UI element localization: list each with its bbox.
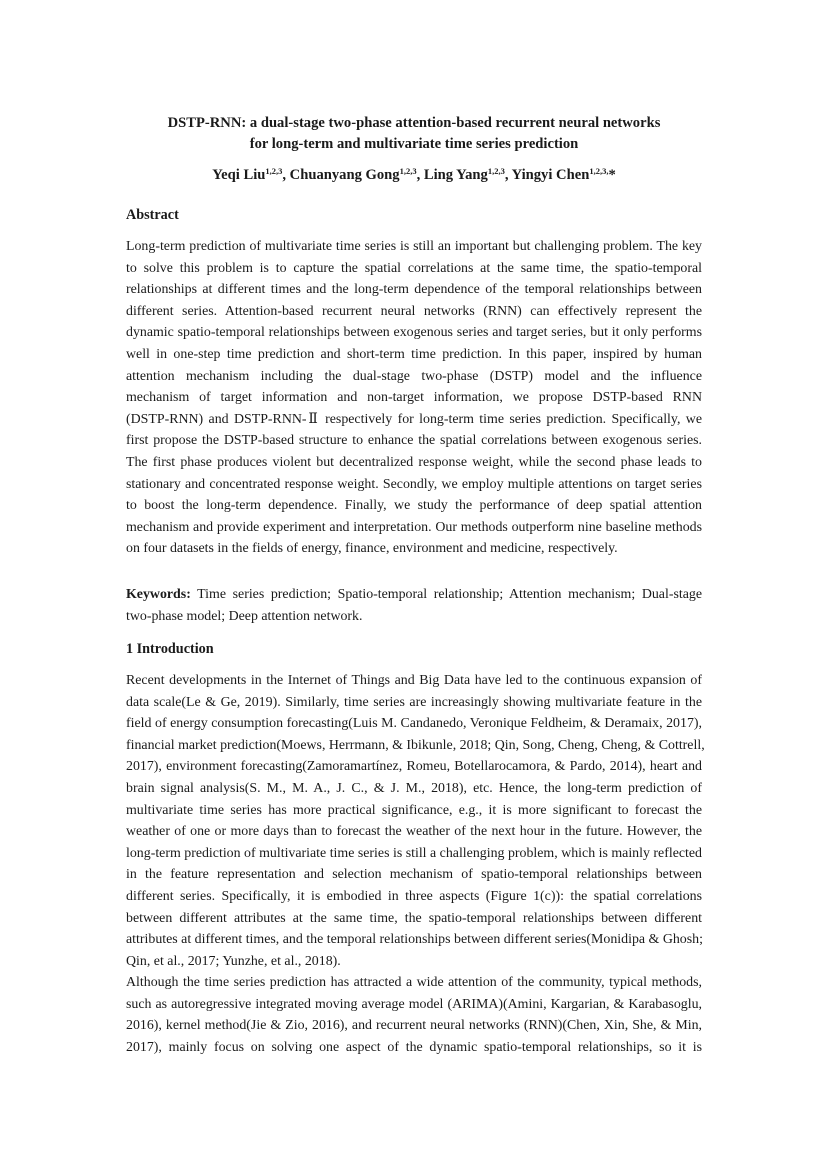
author-affiliation: 1,2,3, <box>589 166 609 176</box>
text-line: relationships at different times and the long-term dependence of the temporal relationships between <box>126 282 702 298</box>
text-line: Recent developments in the Internet of Things and Big Data have led to the continuous expansion of <box>126 673 702 688</box>
author-list <box>0 166 828 184</box>
text-line: dynamic spatio-temporal relationships between exogenous series and target series, but it only performs <box>126 325 702 341</box>
keywords-block <box>126 584 702 627</box>
text-line: attention mechanism including the dual-stage two-phase (DSTP) model and the influence <box>126 368 702 384</box>
text-line: (DSTP-RNN) and DSTP-RNN-Ⅱ respectively for long-term time series prediction. Specifically, we <box>126 411 702 427</box>
text-line: data scale(Le & Ge, 2019). Similarly, time series are increasingly showing multivariate feature in the <box>126 694 702 710</box>
text-line: in the feature representation and selection mechanism of spatio-temporal relationships between <box>126 867 702 883</box>
author-name: Yeqi Liu <box>212 167 266 183</box>
corresponding-author-mark: * <box>608 167 616 183</box>
author-separator: , <box>416 167 424 183</box>
text-line: Long-term prediction of multivariate time series is still an important but challenging problem. The key <box>126 239 702 254</box>
text-line: financial market prediction(Moews, Herrmann, & Ibikunle, 2018; Qin, Song, Cheng, Cheng, & Cottrell, <box>126 737 705 753</box>
abstract-body <box>126 236 702 560</box>
text-line: first propose the DSTP-based structure to enhance the spatial correlations between exogenous series. <box>126 433 702 449</box>
abstract-heading: Abstract <box>126 207 179 223</box>
text-line: Qin, et al., 2017; Yunzhe, et al., 2018). <box>126 953 341 969</box>
text-line: mechanism and provide experiment and interpretation. Our methods outperform nine baseline methods <box>126 519 702 535</box>
text-line: The first phase produces violent but decentralized response weight, while the second phase leads to <box>126 454 702 470</box>
text-line: well in one-step time prediction and short-term time prediction. In this paper, inspired by human <box>126 346 702 362</box>
text-line: such as autoregressive integrated moving average model (ARIMA)(Amini, Kargarian, & Karabasoglu, <box>126 996 702 1012</box>
author-affiliation: 1,2,3 <box>265 166 283 176</box>
text-line: to solve this problem is to capture the spatial correlations at the same time, the spatio-temporal <box>126 260 702 276</box>
author-separator: , <box>504 167 512 183</box>
text-line: Although the time series prediction has attracted a wide attention of the community, typical methods, <box>126 975 702 990</box>
text-line: on four datasets in the fields of energy, finance, environment and medicine, respectively. <box>126 541 618 557</box>
text-line: 2016), kernel method(Jie & Zio, 2016), and recurrent neural networks (RNN)(Chen, Xin, She, & Min, <box>126 1018 702 1034</box>
text-line: attributes at different times, and the temporal relationships between different series(Monidipa & Ghosh; <box>126 932 703 948</box>
text-line: weather of one or more days than to forecast the weather of the next hour in the future. However, the <box>126 824 702 840</box>
author-name: Yingyi Chen <box>511 167 590 183</box>
text-line: 2017), environment forecasting(Zamoramartínez, Romeu, Botellarocamora, & Pardo, 2014), heart and <box>126 759 702 775</box>
text-line: between different attributes at the same time, the spatio-temporal relationships between different <box>126 910 702 926</box>
author-separator: , <box>282 167 290 183</box>
text-line: brain signal analysis(S. M., M. A., J. C., & J. M., 2018), etc. Hence, the long-term prediction of <box>126 780 702 796</box>
text-line: different series. Specifically, it is embodied in three aspects (Figure 1(c)): the spatial correlations <box>126 888 702 904</box>
paper-title-line-2: for long-term and multivariate time series prediction <box>249 136 579 152</box>
introduction-paragraph-1 <box>126 670 705 972</box>
text-line: different series. Attention-based recurrent neural networks (RNN) can effectively represent the <box>126 303 702 319</box>
text-line: to boost the long-term dependence. Finally, we study the performance of deep spatial attention <box>126 498 702 514</box>
paper-title-line-1: DSTP-RNN: a dual-stage two-phase attention-based recurrent neural networks <box>167 115 661 131</box>
introduction-heading: 1 Introduction <box>126 641 214 657</box>
introduction-paragraph-2 <box>126 972 702 1058</box>
text-line: multivariate time series has more practical significance, e.g., it is more significant to forecast the <box>126 802 702 818</box>
text-line: long-term prediction of multivariate time series is still a challenging problem, which is mainly reflected <box>126 845 702 861</box>
text-line: 2017), mainly focus on solving one aspect of the dynamic spatio-temporal relationships, so it is <box>126 1039 702 1055</box>
text-line: mechanism of target information and non-target information, we propose DSTP-based RNN <box>126 390 702 406</box>
author-name: Chuanyang Gong <box>289 167 400 183</box>
keywords-text: Time series prediction; Spatio-temporal relationship; Attention mechanism; Dual-stage <box>190 587 702 602</box>
author-name: Ling Yang <box>423 167 488 183</box>
author-affiliation: 1,2,3 <box>487 166 505 176</box>
keywords-label: Keywords: <box>126 587 191 602</box>
text-line: stationary and concentrated response weight. Secondly, we employ multiple attentions on target series <box>126 476 702 492</box>
author-affiliation: 1,2,3 <box>399 166 417 176</box>
keywords-text: two-phase model; Deep attention network. <box>126 608 363 624</box>
text-line: field of energy consumption forecasting(Luis M. Candanedo, Veronique Feldheim, & Deramaix, 2017), <box>126 716 702 732</box>
